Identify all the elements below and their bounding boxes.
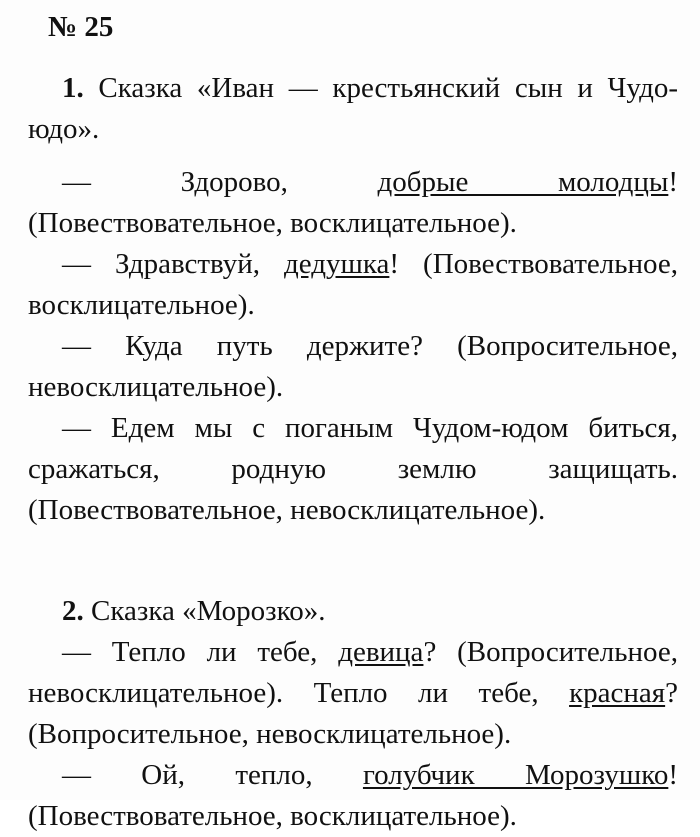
section-1-paragraph-2	[28, 244, 678, 326]
paragraph-text: — Тепло ли тебе,	[62, 636, 339, 668]
section-2-number: 2.	[62, 595, 84, 627]
paragraph-text: ! (Повествовательное, восклицательное).	[28, 759, 678, 832]
section-1-paragraph-1	[28, 162, 678, 244]
section-1-paragraph-4: — Едем мы с поганым Чудом-юдом биться, сражаться, родную землю защищать. (Повествовательное, невосклицательное).	[28, 412, 678, 526]
section-2-heading-text: Сказка «Морозко».	[83, 595, 326, 627]
section-1-paragraph-3: — Куда путь держите? (Вопросительное, невосклицательное).	[28, 330, 678, 403]
paragraph-text: — Здорово,	[62, 166, 378, 198]
section-1-heading-text: Сказка «Иван — крестьянский сын и Чудо-юдо».	[28, 72, 678, 145]
paragraph-text: ! (Повествовательное, восклицательное).	[28, 248, 678, 321]
underlined-word: дедушка	[284, 248, 390, 280]
paragraph-text: ? (Вопросительное, невосклицательное). Тепло ли тебе,	[28, 636, 678, 709]
underlined-word: девица	[338, 636, 424, 668]
section-1-heading	[28, 68, 678, 150]
section-2-heading	[28, 591, 678, 632]
paragraph-text: ! (Повествовательное, восклицательное).	[28, 166, 678, 239]
section-2-paragraph-2	[28, 755, 678, 837]
section-2-paragraph-1	[28, 632, 678, 755]
underlined-word: добрые молодцы	[377, 166, 669, 198]
paragraph-text: ? (Вопросительное, невосклицательное).	[28, 677, 678, 750]
paragraph-text: — Ой, тепло,	[62, 759, 363, 791]
section-1-number: 1.	[62, 72, 84, 104]
paragraph-text: — Здравствуй,	[62, 248, 285, 280]
underlined-word: красная	[569, 677, 666, 709]
underlined-word: голубчик Морозушко	[362, 759, 669, 791]
exercise-number: № 25	[48, 11, 114, 43]
